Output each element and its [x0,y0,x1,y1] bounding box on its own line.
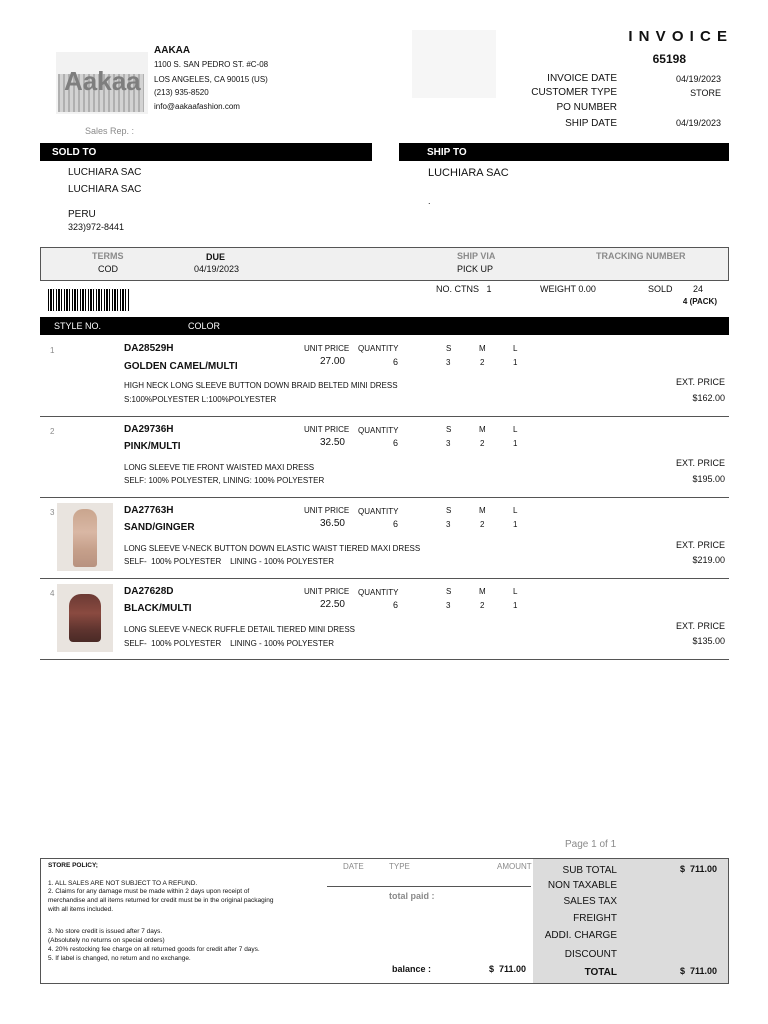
pack-value: 4 (PACK) [682,297,717,306]
policy-line-4: with all items included. [48,906,114,913]
size-s-label: S [446,425,452,434]
item-index: 4 [50,589,55,598]
barcode [48,289,130,311]
payment-type-label: TYPE [389,862,410,871]
product-image[interactable] [57,584,113,652]
size-l-label: L [513,587,518,596]
item-color: BLACK/MULTI [124,603,192,614]
size-s-label: S [446,506,452,515]
quantity-label: QUANTITY [358,426,399,435]
item-style: DA27628D [124,586,174,597]
subtotal-label: SUB TOTAL [562,865,617,876]
item-qty: 6 [392,438,398,448]
item-unit-price: 27.00 [319,356,345,367]
ship-to-line-2: . [428,196,431,206]
item-fabric: SELF- 100% POLYESTER LINING - 100% POLYESTER [124,639,334,648]
item-style: DA27763H [124,505,174,516]
discount-label: DISCOUNT [564,949,617,960]
item-style: DA29736H [124,424,174,435]
item-description: LONG SLEEVE TIE FRONT WAISTED MAXI DRESS [124,463,315,472]
policy-line-6: (Absolutely no returns on special orders) [48,937,165,944]
po-number-label: PO NUMBER [556,102,617,113]
company-address-1: 1100 S. SAN PEDRO ST. #C-08 [154,60,269,69]
subtotal-value: $ 711.00 [679,864,717,874]
policy-title: STORE POLICY; [48,862,98,869]
size-l-label: L [513,344,518,353]
no-ctns: NO. CTNS 1 [436,284,492,294]
ship-date-value: 04/19/2023 [675,118,721,128]
item-description: HIGH NECK LONG SLEEVE BUTTON DOWN BRAID BELTED MINI DRESS [124,381,398,390]
size-m-qty: 2 [480,358,485,367]
item-unit-price: 36.50 [319,518,345,529]
balance-value: $ 711.00 [488,964,526,974]
company-phone: (213) 935-8520 [154,88,209,97]
size-m-label: M [479,344,486,353]
size-s-qty: 3 [446,601,451,610]
item-fabric: S:100%POLYESTER L:100%POLYESTER [124,395,277,404]
row-divider [40,497,729,498]
size-s-qty: 3 [446,358,451,367]
sold-value: 24 [693,284,704,294]
item-description: LONG SLEEVE V-NECK RUFFLE DETAIL TIERED MINI DRESS [124,625,356,634]
item-description: LONG SLEEVE V-NECK BUTTON DOWN ELASTIC WAIST TIERED MAXI DRESS [124,544,421,553]
item-color: GOLDEN CAMEL/MULTI [124,361,238,372]
invoice-title: I N V O I C E [628,28,728,45]
quantity-label: QUANTITY [358,588,399,597]
ship-to-header: SHIP TO [399,143,729,161]
company-email[interactable]: info@aakaafashion.com [154,102,240,111]
size-m-label: M [479,425,486,434]
ext-price-label: EXT. PRICE [675,377,725,387]
ship-via-label: SHIP VIA [457,251,496,261]
ext-price-label: EXT. PRICE [675,540,725,550]
quantity-label: QUANTITY [358,344,399,353]
size-l-qty: 1 [513,439,518,448]
policy-line-5: 3. No store credit is issued after 7 days. [48,928,163,935]
item-ext-price: $219.00 [692,555,725,565]
color-header: COLOR [188,321,221,331]
company-name: AAKAA [154,45,191,56]
ship-to-line-1: LUCHIARA SAC [428,167,509,179]
item-qty: 6 [392,519,398,529]
size-m-qty: 2 [480,439,485,448]
freight-label: FREIGHT [573,913,617,924]
payment-amount-label: AMOUNT [497,862,532,871]
item-index: 1 [50,346,55,355]
page-number: Page 1 of 1 [565,839,617,850]
size-m-label: M [479,587,486,596]
customer-type-label: CUSTOMER TYPE [531,87,617,98]
size-l-label: L [513,425,518,434]
size-m-qty: 2 [480,601,485,610]
weight: WEIGHT 0.00 [540,284,596,294]
item-unit-price: 22.50 [319,599,345,610]
unit-price-label: UNIT PRICE [304,425,350,434]
invoice-date-value: 04/19/2023 [675,74,721,84]
tracking-label: TRACKING NUMBER [596,251,686,261]
total-paid-label: total paid : [389,891,435,901]
size-s-label: S [446,587,452,596]
ext-price-label: EXT. PRICE [675,621,725,631]
size-l-qty: 1 [513,601,518,610]
customer-type-value: STORE [690,88,721,98]
row-divider [40,578,729,579]
invoice-date-label: INVOICE DATE [547,73,617,84]
item-ext-price: $195.00 [692,474,725,484]
due-value: 04/19/2023 [194,264,240,274]
non-taxable-label: NON TAXABLE [547,880,617,891]
size-s-qty: 3 [446,520,451,529]
policy-line-2: 2. Claims for any damage must be made within 2 days upon receipt of [48,888,250,895]
items-header-bar [40,317,729,335]
item-color: SAND/GINGER [124,522,195,533]
sold-to-line-2: LUCHIARA SAC [68,184,142,195]
item-index: 3 [50,508,55,517]
item-ext-price: $162.00 [692,393,725,403]
size-m-qty: 2 [480,520,485,529]
item-fabric: SELF- 100% POLYESTER LINING - 100% POLYESTER [124,557,334,566]
policy-line-8: 5. If label is changed, no return and no exchange. [48,955,191,962]
item-index: 2 [50,427,55,436]
row-divider [40,659,729,660]
size-l-qty: 1 [513,520,518,529]
size-l-label: L [513,506,518,515]
product-image[interactable] [57,503,113,571]
invoice-number: 65198 [652,52,686,66]
terms-value: COD [98,264,118,274]
item-fabric: SELF: 100% POLYESTER, LINING: 100% POLYESTER [124,476,325,485]
size-s-label: S [446,344,452,353]
size-l-qty: 1 [513,358,518,367]
sales-tax-label: SALES TAX [563,896,617,907]
balance-label: balance : [392,964,432,974]
size-m-label: M [479,506,486,515]
item-ext-price: $135.00 [692,636,725,646]
item-qty: 6 [392,600,398,610]
terms-label: TERMS [92,251,124,261]
sold-to-line-3: PERU [68,209,96,220]
unit-price-label: UNIT PRICE [304,344,350,353]
sold-label: SOLD [648,284,673,294]
ship-via-value: PICK UP [457,264,494,274]
row-divider [40,416,729,417]
item-style: DA28529H [124,343,174,354]
quantity-label: QUANTITY [358,507,399,516]
addi-charge-label: ADDI. CHARGE [544,930,617,941]
policy-line-7: 4. 20% restocking fee charge on all returned goods for credit after 7 days. [48,946,260,953]
sold-to-header: SOLD TO [40,143,372,161]
company-address-2: LOS ANGELES, CA 90015 (US) [154,75,268,84]
payment-date-label: DATE [343,862,364,871]
style-no-header: STYLE NO. [54,321,102,331]
size-s-qty: 3 [446,439,451,448]
policy-line-1: 1. ALL SALES ARE NOT SUBJECT TO A REFUND. [48,880,198,887]
sold-to-line-1: LUCHIARA SAC [68,167,142,178]
ship-date-label: SHIP DATE [565,118,617,129]
item-color: PINK/MULTI [124,441,181,452]
item-qty: 6 [392,357,398,367]
ext-price-label: EXT. PRICE [675,458,725,468]
logo-text: Aakaa [64,66,141,96]
company-logo [56,52,148,114]
total-value: $ 711.00 [679,966,717,976]
unit-price-label: UNIT PRICE [304,587,350,596]
unit-price-label: UNIT PRICE [304,506,350,515]
policy-line-3: merchandise and all items returned for credit must be in the original packaging [48,897,274,904]
item-unit-price: 32.50 [319,437,345,448]
payment-divider [327,886,531,887]
sold-to-line-4: 323)972-8441 [68,222,125,232]
due-label: DUE [206,252,226,262]
sales-rep-label: Sales Rep. : [85,126,135,136]
total-label: TOTAL [584,967,617,978]
